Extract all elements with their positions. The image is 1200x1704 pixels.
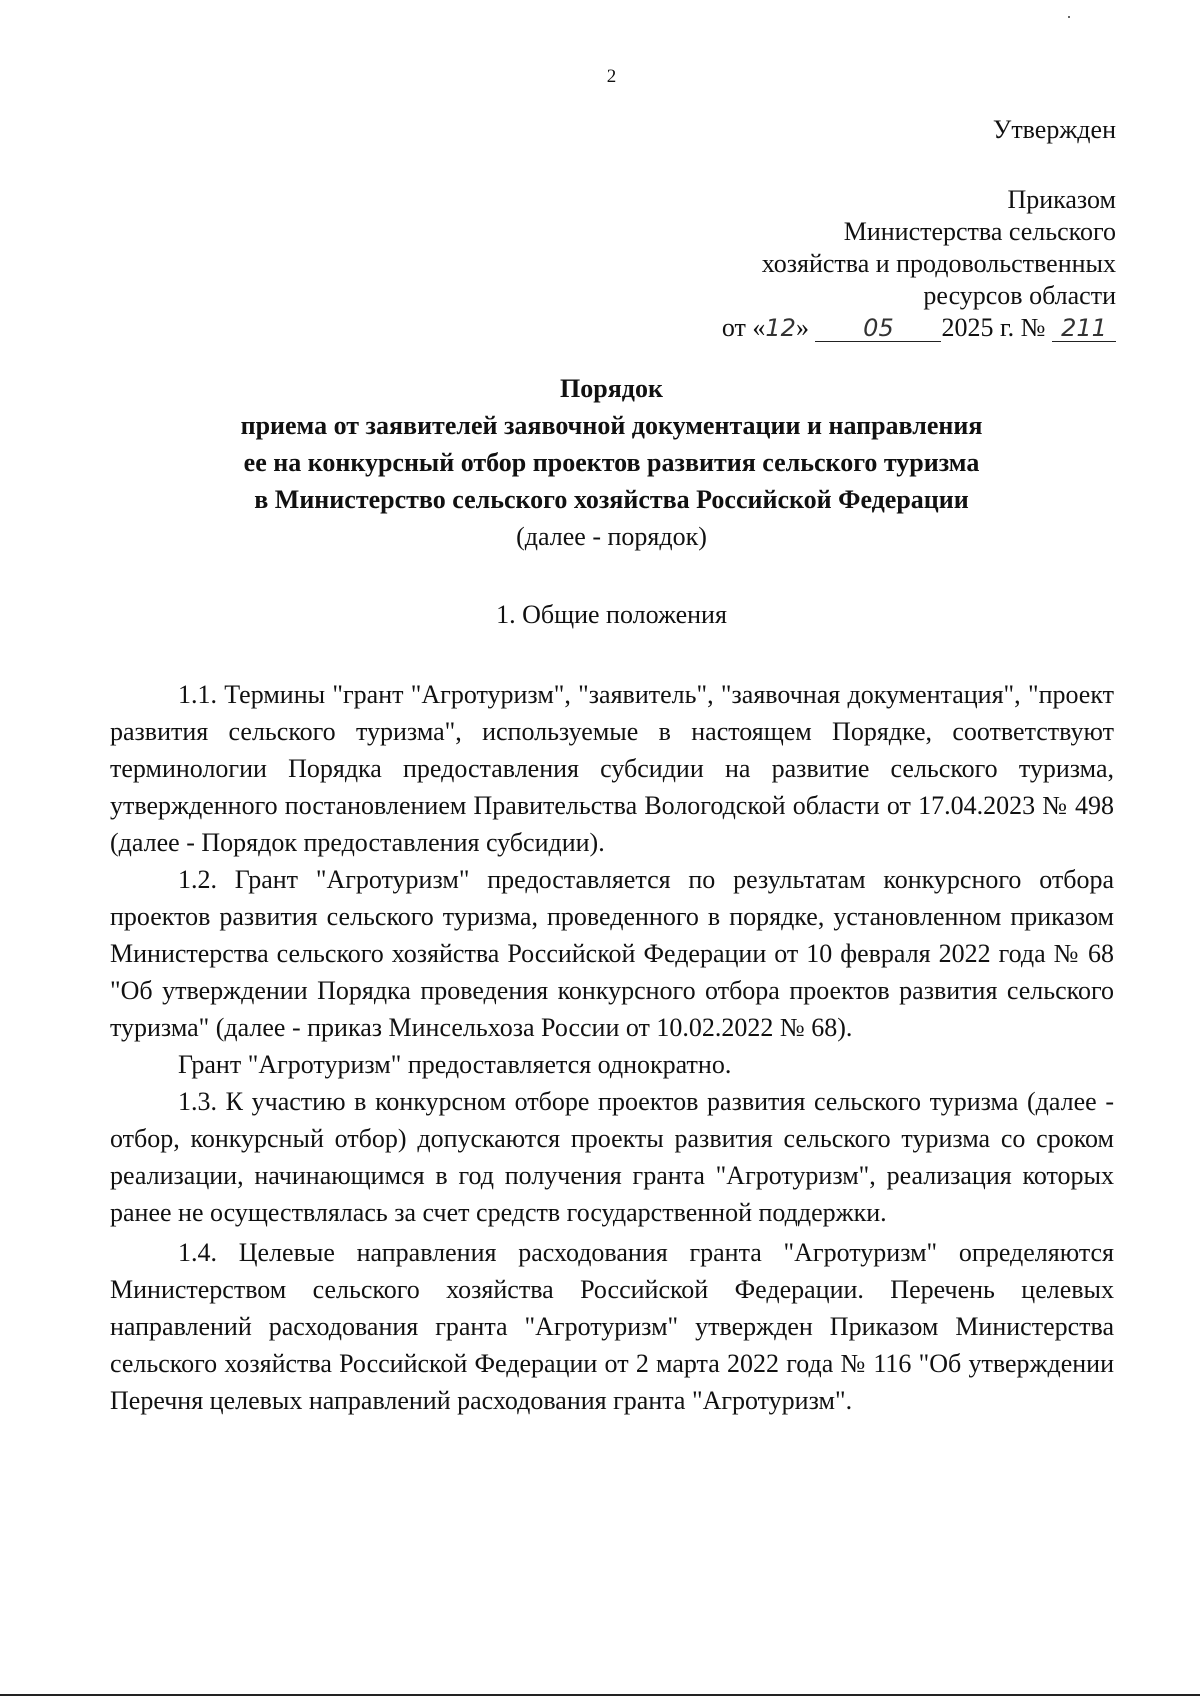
paragraph-1-4: 1.4. Целевые направления расходования гранта "Агротуризм" определяются Министерством сельского хозяйства Российской Федерации. Перечень целевых направлений расходования гранта "Агротуризм" утвержден Приказом Министерства сельского хозяйства Российской Федерации от 2 марта 2022 года № 116 "Об утверждении Перечня целевых направлений расходования гранта "Агротуризм". — [110, 1238, 1114, 1415]
document-title — [0, 370, 1200, 555]
title-line-4: в Министерство сельского хозяйства Российской Федерации — [254, 485, 969, 514]
paragraph-1-3: 1.3. К участию в конкурсном отборе проектов развития сельского туризма (далее - отбор, конкурсный отбор) допускаются проекты развития сельского туризма со сроком реализации, начинающимся в год получения гранта "Агротуризм", реализация которых ранее не осуществлялась за счет средств государственной поддержки. — [110, 1087, 1114, 1227]
date-mid: » — [795, 313, 809, 342]
doc-number-blank — [1052, 315, 1116, 342]
title-line-1: Порядок — [560, 374, 663, 403]
scan-bottom-edge — [0, 1694, 1200, 1696]
date-prefix: от « — [721, 313, 766, 342]
order-line-3: хозяйства и продовольственных — [761, 249, 1116, 278]
approval-block — [722, 114, 1116, 344]
date-month-blank — [815, 315, 941, 342]
page-number: 2 — [606, 66, 617, 87]
title-line-2: приема от заявителей заявочной документации и направления — [240, 411, 983, 440]
date-month-handwritten: 05 — [863, 314, 894, 342]
approved-label: Утвержден — [992, 115, 1116, 144]
section-heading: 1. Общие положения — [496, 600, 727, 629]
document-body — [110, 676, 1114, 1419]
paragraph-1-2: 1.2. Грант "Агротуризм" предоставляется по результатам конкурсного отбора проектов развития сельского туризма, проведенного в порядке, установленном приказом Министерства сельского хозяйства Российской Федерации от 10 февраля 2022 года № 68 "Об утверждении Порядка проведения конкурсного отбора проектов развития сельского туризма" (далее - приказ Минсельхоза России от 10.02.2022 № 68). — [110, 865, 1114, 1042]
order-line-1: Приказом — [1007, 185, 1116, 214]
date-day-handwritten: 12 — [765, 314, 796, 342]
order-line-4: ресурсов области — [923, 281, 1116, 310]
order-date-line — [722, 312, 1116, 344]
title-line-3: ее на конкурсный отбор проектов развития сельского туризма — [243, 448, 980, 477]
doc-number-handwritten: 211 — [1061, 314, 1107, 342]
date-year: 2025 г. № — [941, 313, 1046, 342]
scan-speck — [1068, 16, 1070, 18]
order-line-2: Министерства сельского — [843, 217, 1116, 246]
paragraph-1-1: 1.1. Термины "грант "Агротуризм", "заявитель", "заявочная документация", "проект развития сельского туризма", используемые в настоящем Порядке, соответствуют терминологии Порядка предоставления субсидии на развитие сельского туризма, утвержденного постановлением Правительства Вологодской области от 17.04.2023 № 498 (далее - Порядок предоставления субсидии). — [110, 680, 1114, 857]
title-line-5: (далее - порядок) — [516, 522, 707, 551]
paragraph-1-2-note: Грант "Агротуризм" предоставляется однократно. — [178, 1050, 732, 1079]
